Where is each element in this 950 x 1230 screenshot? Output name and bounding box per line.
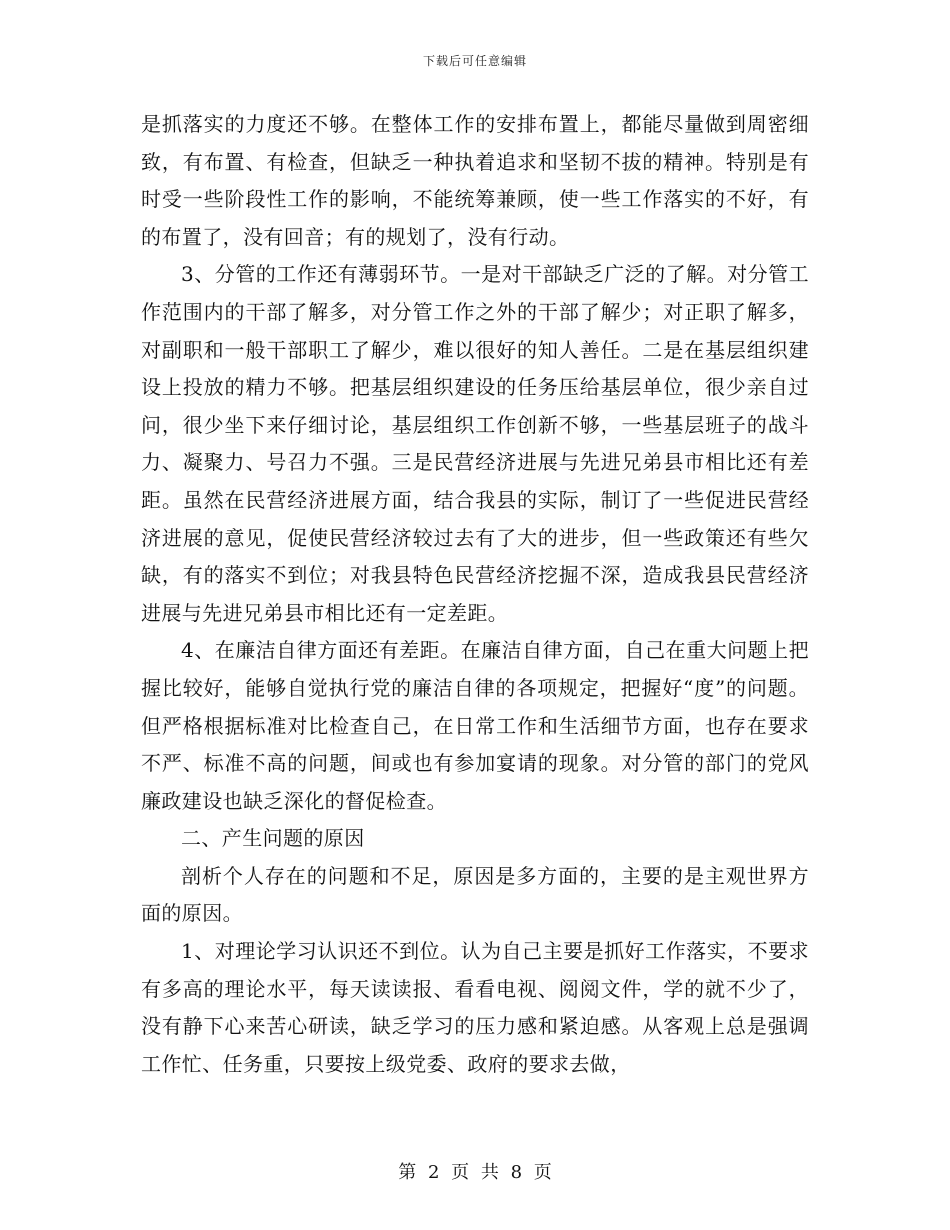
page-header: 下载后可任意编辑 xyxy=(422,54,527,68)
paragraph-1: 是抓落实的力度还不够。在整体工作的安排布置上，都能尽量做到周密细致，有布置、有检查，但缺乏一种执着追求和坚韧不拔的精神。特别是有时受一些阶段性工作的影响，不能统筹兼顾，使一些工作落实的不好，有的布置了，没有回音；有的规划了，没有行动。 xyxy=(141,112,809,249)
section-heading: 二、产生问题的原因 xyxy=(181,826,365,851)
paragraph-3: 4、在廉洁自律方面还有差距。在廉洁自律方面，自己在重大问题上把握比较好，能够自觉执行党的廉洁自律的各项规定，把握好“度”的问题。但严格根据标准对比检查自己，在日常工作和生活细节方面，也存在要求不严、标准不高的问题，间或也有参加宴请的现象。对分管的部门的党风廉政建设也缺乏深化的督促检查。 xyxy=(141,638,809,813)
document-body xyxy=(141,106,809,1083)
paragraph-2: 3、分管的工作还有薄弱环节。一是对干部缺乏广泛的了解。对分管工作范围内的干部了解多，对分管工作之外的干部了解少；对正职了解多，对副职和一般干部职工了解少，难以很好的知人善任。二是在基层组织建设上投放的精力不够。把基层组织建设的任务压给基层单位，很少亲自过问，很少坐下来仔细讨论，基层组织工作创新不够，一些基层班子的战斗力、凝聚力、号召力不强。三是民营经济进展与先进兄弟县市相比还有差距。虽然在民营经济进展方面，结合我县的实际，制订了一些促进民营经济进展的意见，促使民营经济较过去有了大的进步，但一些政策还有些欠缺，有的落实不到位；对我县特色民营经济挖掘不深，造成我县民营经济进展与先进兄弟县市相比还有一定差距。 xyxy=(141,262,809,625)
page-number-footer: 第 2 页 共 8 页 xyxy=(398,1162,552,1183)
paragraph-4: 剖析个人存在的问题和不足，原因是多方面的，主要的是主观世界方面的原因。 xyxy=(141,863,809,926)
paragraph-5: 1、对理论学习认识还不到位。认为自己主要是抓好工作落实，不要求有多高的理论水平，每天读读报、看看电视、阅阅文件，学的就不少了，没有静下心来苦心研读，缺乏学习的压力感和紧迫感。从客观上总是强调工作忙、任务重，只要按上级党委、政府的要求去做， xyxy=(141,939,809,1076)
